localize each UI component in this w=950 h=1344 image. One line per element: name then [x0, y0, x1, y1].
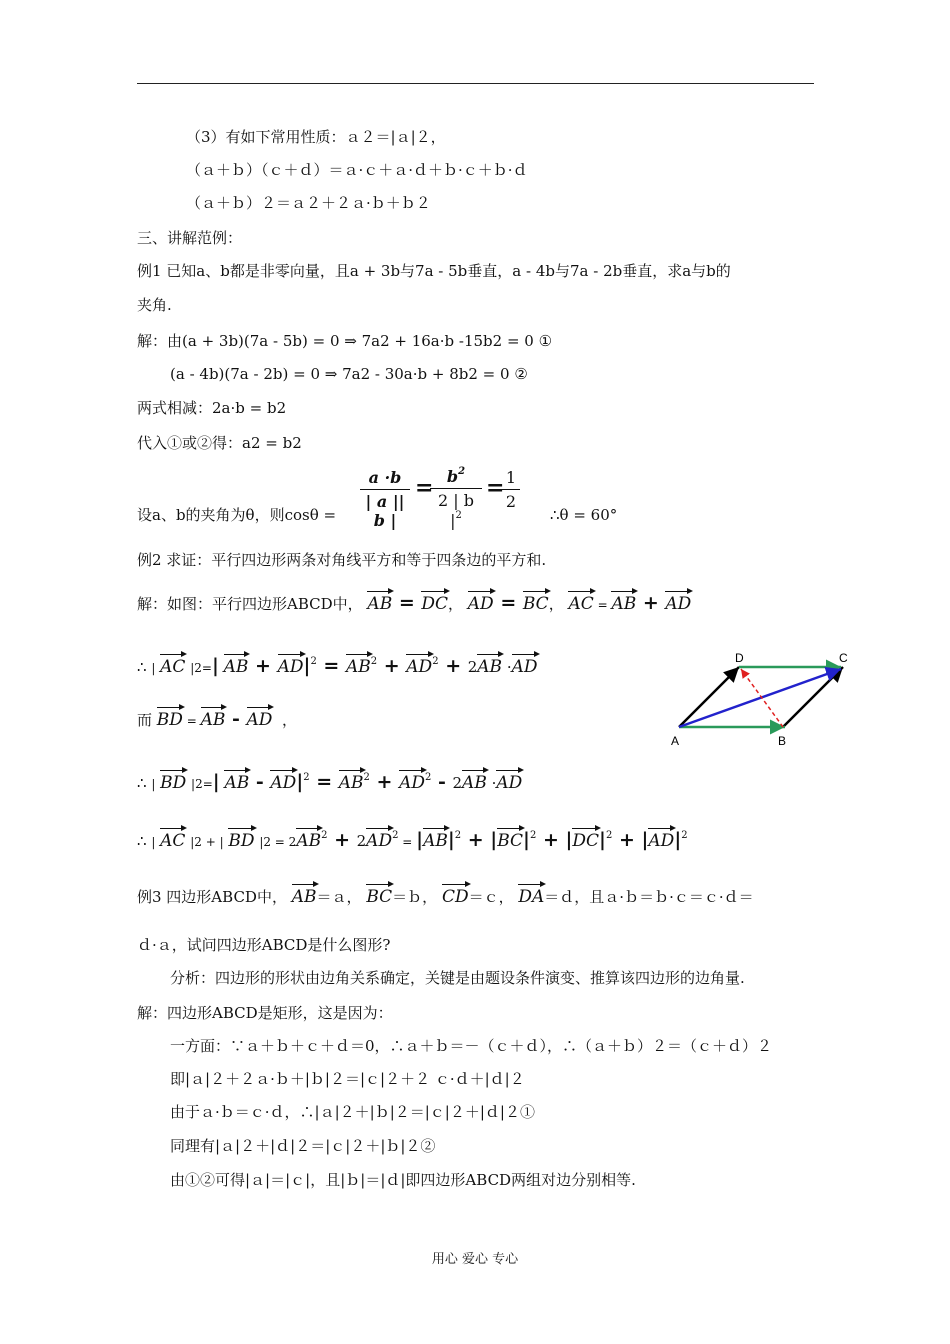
vec-BC: BC — [523, 590, 549, 614]
example3-intro: 例3 四边形ABCD中， — [137, 888, 287, 906]
property-line-3: （ａ＋ｂ）２＝ａ２＋２ａ·ｂ＋ｂ２ — [186, 194, 431, 212]
vec-AD: AD — [399, 769, 425, 793]
vec-AB: AB — [292, 883, 317, 907]
vec-AD: AD — [665, 590, 691, 614]
vec-BC: BC — [366, 883, 392, 907]
fraction-1-den: | a || b | — [360, 489, 410, 530]
vec-AB: AB — [462, 769, 487, 793]
solution3-line-5: 由①②可得|ａ|＝|ｃ|，且|ｂ|＝|ｄ|即四边形ABCD两组对边分别相等. — [170, 1171, 636, 1189]
vec-BD: BD — [228, 827, 254, 851]
label-A: A — [671, 734, 680, 748]
vec-BD: BD — [157, 706, 183, 730]
parallelogram-figure — [665, 645, 865, 755]
property-line-2: （ａ＋ｂ）（ｃ＋ｄ）＝ａ·ｃ＋ａ·ｄ＋ｂ·ｃ＋ｂ·ｄ — [186, 161, 528, 179]
vec-DC: DC — [572, 827, 599, 851]
example1-text-cont: 夹角. — [137, 296, 172, 314]
solution2-line-3: 而 BD = AB - AD ， — [137, 708, 297, 730]
solution1-line-3: 两式相减：2a·b = b2 — [137, 399, 287, 417]
fraction-3-num: 1 — [505, 468, 517, 487]
vec-AD: AD — [406, 653, 432, 677]
vec-AB: AB — [339, 769, 364, 793]
vec-AB: AB — [477, 653, 502, 677]
page-footer: 用心 爱心 专心 — [431, 1252, 519, 1267]
solution2-intro: 解：如图：平行四边形ABCD中， — [137, 595, 363, 613]
vec-AB: AB — [367, 590, 392, 614]
solution1-line-2: (a - 4b)(7a - 2b) = 0 ⇒ 7a2 - 30a·b + 8b2 = 0 ② — [170, 365, 528, 383]
vec-DC: DC — [421, 590, 448, 614]
section-heading: 三、讲解范例： — [137, 229, 243, 247]
fraction-2-den: 2 | b | — [438, 491, 474, 530]
solution2-line-1: 解：如图：平行四边形ABCD中， AB = DC， AD = BC， AC = AB + AD — [137, 592, 692, 614]
vec-AB: AB — [224, 653, 249, 677]
ex3-a: ＝ａ， — [316, 888, 362, 906]
vec-AD: AD — [512, 653, 538, 677]
vec-AB: AB — [346, 653, 371, 677]
vec-AC: AC — [160, 653, 185, 677]
ex3-d: ＝ｄ，且ａ·ｂ＝ｂ·ｃ＝ｃ·ｄ＝ — [544, 888, 754, 906]
fraction-1-num: a ·b — [368, 468, 402, 487]
vec-AB: AB — [296, 827, 321, 851]
vec-CD: CD — [442, 883, 469, 907]
example1-text: 例1 已知a、b都是非零向量，且a + 3b与7a - 5b垂直，a - 4b与7a - 2b垂直，求a与b的 — [137, 262, 731, 280]
solution3-line-4: 同理有|ａ|２＋|ｄ|２＝|ｃ|２＋|ｂ|２② — [170, 1137, 436, 1155]
example3-line-2: ｄ·ａ，试问四边形ABCD是什么图形? — [137, 936, 391, 954]
vec-AB: AB — [224, 769, 249, 793]
ex3-c: ＝ｃ， — [468, 888, 514, 906]
vec-AD: AD — [496, 769, 522, 793]
vec-BD: BD — [160, 769, 186, 793]
analysis-text: 分析：四边形的形状由边角关系确定，关键是由题设条件演变、推算该四边形的边角量. — [170, 969, 745, 987]
solution1-cos-label: 设a、b的夹角为θ，则cosθ = — [137, 506, 337, 524]
solution3-heading: 解：四边形ABCD是矩形，这是因为： — [137, 1004, 393, 1022]
property-line-1: （3）有如下常用性质：ａ２＝|ａ|２， — [186, 128, 446, 146]
equals-sign-2: = — [486, 475, 505, 501]
vec-AC: AC — [160, 827, 185, 851]
vec-AB: AB — [611, 590, 636, 614]
theta-result: ∴θ = 60° — [550, 506, 618, 524]
fraction-3 — [502, 468, 520, 511]
solution2-line-2: ∴ | AC |2=| AB + $AD|^2 = AB^2 + AD^2 + 2AB \cdot AD$ — [137, 655, 538, 677]
vec-AB: AB — [423, 827, 448, 851]
vec-AD: AD — [278, 653, 304, 677]
solution3-line-2: 即|ａ|２＋２ａ·ｂ＋|ｂ|２＝|ｃ|２＋２ ｃ·ｄ＋|ｄ|２ — [170, 1070, 525, 1088]
ex3-b: ＝ｂ， — [392, 888, 438, 906]
fraction-3-den: 2 — [502, 489, 520, 511]
fraction-2-num: b — [446, 467, 459, 486]
vec-AD: AD — [648, 827, 674, 851]
example2-text: 例2 求证：平行四边形两条对角线平方和等于四条边的平方和. — [137, 551, 547, 569]
diagonal-BD — [741, 669, 783, 727]
edge-BC — [783, 667, 843, 727]
solution3-line-1: 一方面：∵ａ＋ｂ＋ｃ＋ｄ＝0，∴ａ＋ｂ＝－（ｃ＋ｄ），∴（ａ＋ｂ）２＝（ｃ＋ｄ）２ — [170, 1037, 773, 1055]
solution2-line-4: ∴ | BD |2=| AB - $AD|^2 = AB^2 + AD^2 - 2AB \cdot AD$ — [137, 771, 523, 793]
label-C: C — [839, 651, 848, 665]
solution3-line-3: 由于ａ·ｂ＝ｃ·ｄ，∴|ａ|２＋|ｂ|２＝|ｃ|２＋|ｄ|２① — [170, 1103, 535, 1121]
solution2-line-5: ∴ | AC |2 + | BD $|2 = 2AB^2 + 2AD^2 = |AB|^2 + |BC|^2 + |DC|^2 + |AD|^2$ — [137, 829, 688, 851]
header-rule — [137, 83, 814, 84]
label-B: B — [778, 734, 787, 748]
vec-AC: AC — [568, 590, 593, 614]
fraction-2: $\frac{b^2}{2 | b |^2}$ — [430, 466, 482, 530]
fraction-1 — [360, 468, 410, 530]
vec-AD: AD — [247, 706, 273, 730]
vec-AD: AD — [366, 827, 392, 851]
edge-AD — [679, 667, 739, 727]
label-D: D — [735, 651, 744, 665]
diagonal-AC — [679, 669, 841, 727]
vec-AB: AB — [201, 706, 226, 730]
solution1-line-4: 代入①或②得：a2 = b2 — [137, 434, 302, 452]
vec-DA: DA — [518, 883, 544, 907]
vec-BC: BC — [497, 827, 523, 851]
vec-AD: AD — [270, 769, 296, 793]
vec-AD: AD — [468, 590, 494, 614]
solution1-line-1: 解：由(a + 3b)(7a - 5b) = 0 ⇒ 7a2 + 16a·b -15b2 = 0 ① — [137, 332, 553, 350]
equals-sign: = — [415, 475, 434, 501]
example3-line-1 — [137, 883, 754, 907]
